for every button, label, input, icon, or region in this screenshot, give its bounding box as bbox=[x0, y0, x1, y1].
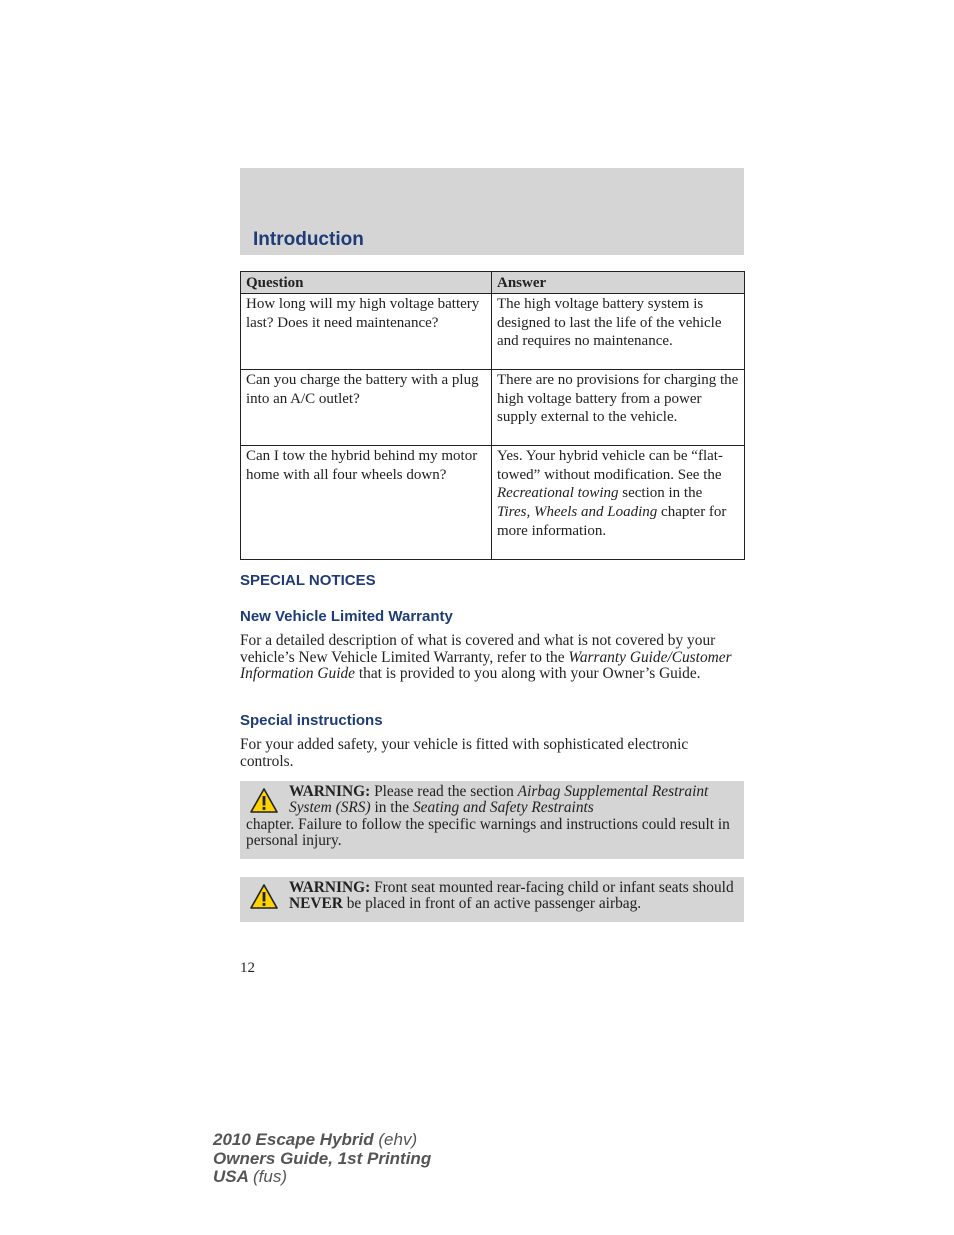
column-header-answer: Answer bbox=[492, 272, 745, 294]
column-header-question: Question bbox=[241, 272, 492, 294]
warranty-paragraph: For a detailed description of what is covered and what is not covered by your vehicle’s New Vehicle Limited Warranty, refer to the Warranty Guide/Customer Information Guide that is provided to you along with your Owner’s Guide. bbox=[240, 632, 732, 683]
warning-label: WARNING: bbox=[289, 879, 371, 896]
document-footer: 2010 Escape Hybrid (ehv) Owners Guide, 1st Printing USA (fus) bbox=[213, 1130, 432, 1187]
warning-label: WARNING: bbox=[289, 783, 371, 800]
special-instructions-paragraph: For your added safety, your vehicle is fitted with sophisticated electronic controls. bbox=[240, 736, 689, 770]
warranty-guide-ref: Warranty Guide/Customer Information Guide bbox=[240, 648, 732, 683]
chapter-header-bar bbox=[240, 168, 744, 255]
warning-text: WARNING: Please read the section Airbag Supplemental Restraint System (SRS) in the Seating and Safety Restraints chapter. Failure to follow the specific warnings and instructions could result in personal injury. bbox=[246, 783, 730, 850]
question-cell: Can you charge the battery with a plug into an A/C outlet? bbox=[241, 369, 492, 445]
answer-cell: The high voltage battery system is designed to last the life of the vehicle and requires no maintenance. bbox=[492, 293, 745, 369]
table-row bbox=[241, 445, 745, 559]
warning-box-child-seat bbox=[240, 877, 744, 922]
recreational-towing-ref: Recreational towing bbox=[497, 485, 619, 502]
chapter-title: Introduction bbox=[253, 229, 364, 250]
page-number: 12 bbox=[240, 960, 255, 976]
answer-cell: There are no provisions for charging the high voltage battery from a power supply external to the vehicle. bbox=[492, 369, 745, 445]
warranty-heading: New Vehicle Limited Warranty bbox=[240, 608, 453, 625]
special-instructions-heading: Special instructions bbox=[240, 712, 383, 729]
warning-text: WARNING: Front seat mounted rear-facing child or infant seats should NEVER be placed in front of an active passenger airbag. bbox=[289, 879, 734, 913]
warning-box-airbag bbox=[240, 781, 744, 859]
special-notices-heading: SPECIAL NOTICES bbox=[240, 572, 376, 589]
question-cell: Can I tow the hybrid behind my motor home with all four wheels down? bbox=[241, 445, 492, 559]
table-header-row bbox=[241, 272, 745, 294]
answer-cell: Yes. Your hybrid vehicle can be “flat-towed” without modification. See the Recreational towing section in the Tires, Wheels and Loading chapter for more information. bbox=[492, 445, 745, 559]
table-row bbox=[241, 369, 745, 445]
table-row bbox=[241, 293, 745, 369]
faq-table bbox=[240, 271, 745, 560]
question-cell: How long will my high voltage battery last? Does it need maintenance? bbox=[241, 293, 492, 369]
tires-wheels-loading-ref: Tires, Wheels and Loading bbox=[497, 504, 658, 521]
